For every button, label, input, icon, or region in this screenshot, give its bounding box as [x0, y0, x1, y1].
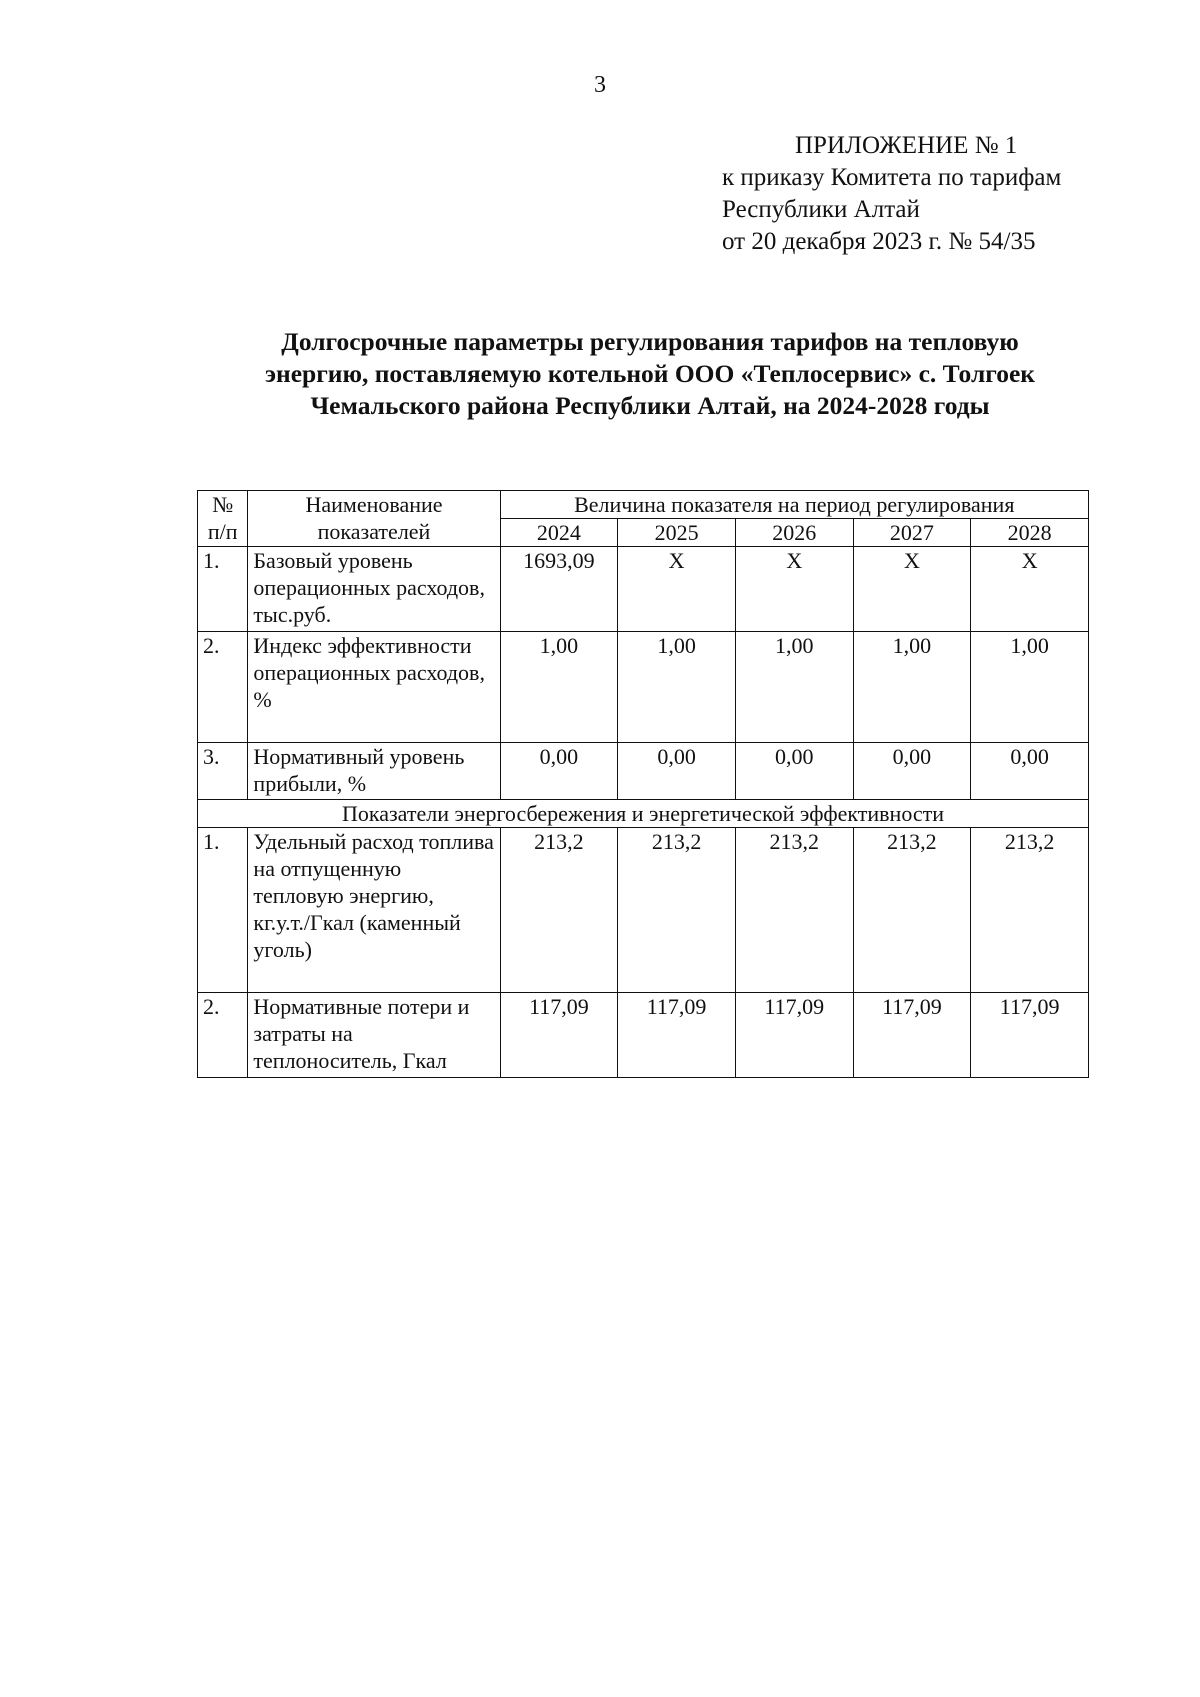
- header-group: Величина показателя на период регулирования: [500, 491, 1088, 519]
- year-2027: 2027: [853, 519, 971, 547]
- appendix-heading: ПРИЛОЖЕНИЕ № 1: [795, 132, 1018, 159]
- row-value: 0,00: [500, 743, 618, 800]
- section-header-row: [198, 800, 1089, 828]
- year-2028: 2028: [971, 519, 1089, 547]
- document-title: [200, 326, 1100, 422]
- appendix-order-line: к приказу Комитета по тарифам: [722, 164, 1062, 191]
- row-value: 117,09: [500, 993, 618, 1078]
- row-value: 213,2: [500, 828, 618, 993]
- row-value: 213,2: [735, 828, 853, 993]
- appendix-date-line: от 20 декабря 2023 г. № 54/35: [722, 228, 1036, 255]
- table-row: [198, 743, 1089, 800]
- row-value: 1,00: [500, 632, 618, 743]
- row-value: X: [971, 547, 1089, 632]
- row-value: X: [618, 547, 736, 632]
- row-value: 1,00: [735, 632, 853, 743]
- table-header-row: [198, 491, 1089, 519]
- row-value: 1,00: [618, 632, 736, 743]
- row-value: 0,00: [971, 743, 1089, 800]
- row-value: 117,09: [735, 993, 853, 1078]
- row-name: Удельный расход топлива на отпущенную тепловую энергию, кг.у.т./Гкал (каменный уголь): [248, 828, 500, 993]
- table-row: [198, 828, 1089, 993]
- title-line-1: Долгосрочные параметры регулирования тарифов на тепловую: [281, 327, 1019, 356]
- row-num: 1.: [198, 828, 248, 993]
- appendix-block: [722, 130, 1061, 258]
- row-num: 3.: [198, 743, 248, 800]
- row-value: 1,00: [853, 632, 971, 743]
- row-value: 0,00: [735, 743, 853, 800]
- row-num: 2.: [198, 632, 248, 743]
- section-title: Показатели энергосбережения и энергетической эффективности: [198, 800, 1089, 828]
- year-2024: 2024: [500, 519, 618, 547]
- row-name: Индекс эффективности операционных расходов, %: [248, 632, 500, 743]
- row-num: 2.: [198, 993, 248, 1078]
- parameters-table: [197, 490, 1089, 1078]
- row-value: 1693,09: [500, 547, 618, 632]
- row-num: 1.: [198, 547, 248, 632]
- row-value: X: [735, 547, 853, 632]
- row-value: 117,09: [971, 993, 1089, 1078]
- row-value: 1,00: [971, 632, 1089, 743]
- row-name: Нормативные потери и затраты на теплоноситель, Гкал: [248, 993, 500, 1078]
- row-value: 117,09: [618, 993, 736, 1078]
- row-value: 213,2: [618, 828, 736, 993]
- row-value: 213,2: [971, 828, 1089, 993]
- year-2026: 2026: [735, 519, 853, 547]
- table-row: [198, 993, 1089, 1078]
- page-number: 3: [594, 72, 606, 98]
- title-line-3: Чемальского района Республики Алтай, на 2024-2028 годы: [310, 391, 990, 420]
- row-value: X: [853, 547, 971, 632]
- header-num: № п/п: [198, 491, 248, 547]
- table-row: [198, 632, 1089, 743]
- row-value: 0,00: [853, 743, 971, 800]
- row-name: Нормативный уровень прибыли, %: [248, 743, 500, 800]
- row-name: Базовый уровень операционных расходов, тыс.руб.: [248, 547, 500, 632]
- appendix-republic-line: Республики Алтай: [722, 196, 920, 223]
- title-line-2: энергию, поставляемую котельной ООО «Теплосервис» с. Толгоек: [265, 359, 1035, 388]
- year-2025: 2025: [618, 519, 736, 547]
- row-value: 117,09: [853, 993, 971, 1078]
- header-name: Наименование показателей: [248, 491, 500, 547]
- row-value: 213,2: [853, 828, 971, 993]
- table-row: [198, 547, 1089, 632]
- row-value: 0,00: [618, 743, 736, 800]
